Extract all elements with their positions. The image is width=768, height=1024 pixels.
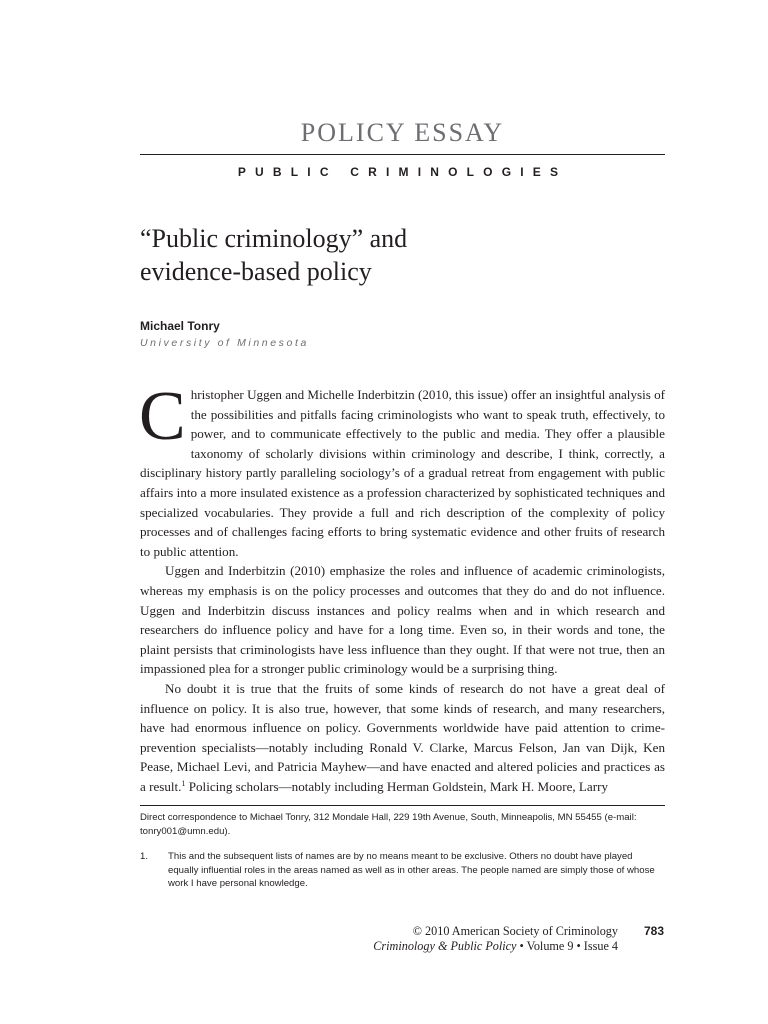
article-title-line-1: “Public criminology” and (140, 224, 408, 253)
header-rule (140, 154, 665, 155)
section-subtitle: PUBLIC CRIMINOLOGIES (237, 165, 568, 179)
paragraph-3 (140, 679, 665, 797)
paragraph-1-text: hristopher Uggen and Michelle Inderbitzin (2010, this issue) offer an insightful analysis of the possibilities and pitfalls facing criminologists who want to speak truth, effectively, to power, and to communicate effectively to the public and media. They offer a plausible taxonomy of scholarly divisions within criminology and describe, I think, correctly, a disciplinary history partly paralleling sociology’s of a gradual retreat from engagement with public affairs into a more insulated existence as a profession characterized by sophisticated techniques and specialized vocabularies. They provide a full and rich description of the complexity of policy processes and of challenges facing efforts to bring systematic evidence and other fruits of research to public attention. (140, 387, 666, 559)
footnote-marker[interactable]: 1 (181, 778, 186, 788)
correspondence-note: Direct correspondence to Michael Tonry, 312 Mondale Hall, 229 19th Avenue, South, Minneapolis, MN 55455 (e-mail: tonry001@umn.edu). (140, 812, 637, 837)
author-name: Michael Tonry (140, 319, 220, 333)
page-number: 783 (643, 924, 664, 938)
author-affiliation: University of Minnesota (140, 337, 309, 349)
footnote-1 (140, 850, 665, 891)
volume-issue: • Volume 9 • Issue 4 (516, 939, 618, 953)
footnote-1-number: 1. (140, 851, 149, 862)
paragraph-1 (139, 378, 666, 561)
journal-name: Criminology & Public Policy (373, 939, 517, 953)
paragraph-2: Uggen and Inderbitzin (2010) emphasize the roles and influence of academic criminologists, whereas my emphasis is on the policy processes and outcomes that they do and do not influence. Uggen and Inderbitzin discuss instances and policy realms when and in which research and researchers do influence policy and have for a long time. Even so, in their words and tone, the plaint persists that criminologists have less influence than they ought. If that were not true, then an impassioned plea for a stronger public criminology would be a surprising thing. (140, 563, 665, 677)
drop-cap: C (139, 378, 186, 455)
copyright-line: © 2010 American Society of Criminology (412, 924, 618, 938)
article-title (140, 222, 540, 288)
article-title-line-2: evidence-based policy (140, 257, 372, 286)
paragraph-3-text: No doubt it is true that the fruits of some kinds of research do not have a great deal of influence on policy. It is also true, however, that some kinds of research, and many researchers, have had enormous influence on policy. Governments worldwide have paid attention to crime-prevention specialists—notably including Ronald V. Clarke, Marcus Felson, Jan van Dijk, Ken Pease, Michael Levi, and Patricia Mayhew—and have enacted and altered policies and practices as a result. (140, 680, 665, 794)
footnote-rule (140, 805, 665, 806)
article-body (139, 378, 666, 796)
section-title: POLICY ESSAY (300, 118, 505, 147)
footnote-1-text: This and the subsequent lists of names are by no means meant to be exclusive. Others no doubt have played equally influential roles in the areas named as well as in other areas. The people named are simply those of whose work I have personal knowledge. (168, 851, 655, 889)
journal-citation (373, 938, 618, 954)
paragraph-3-continuation: Policing scholars—notably including Herman Goldstein, Mark H. Moore, Larry (185, 778, 609, 794)
